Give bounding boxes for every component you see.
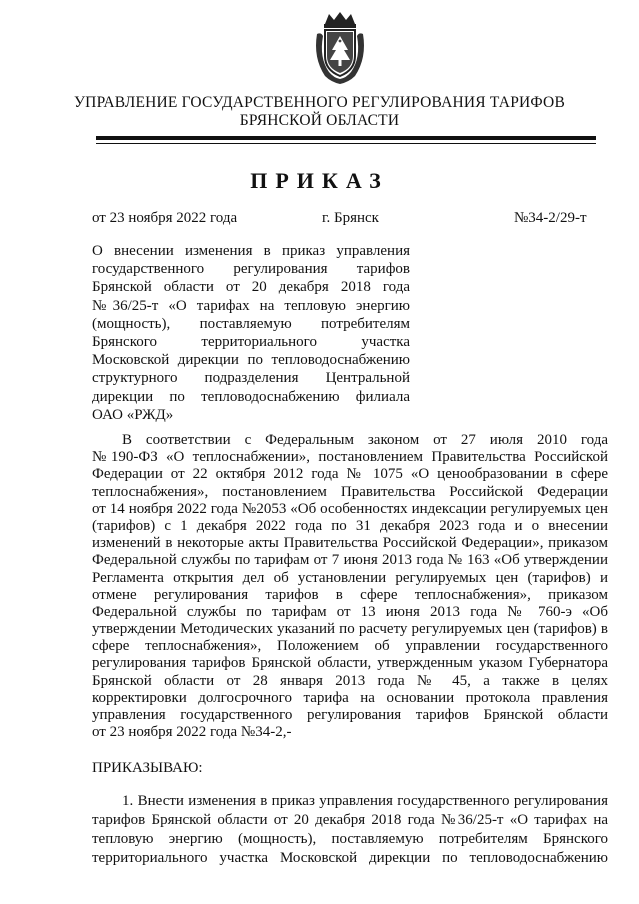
body-line: Федерации от 22 октября 2012 года № 1075 «О ценообразовании в сфере xyxy=(92,466,608,483)
body-line: Регламента открытия дел об установлении регулируемых цен (тарифов) и xyxy=(92,569,608,586)
body-line: №190-ФЗ «О теплоснабжении», постановлением Правительства Российской xyxy=(92,449,608,466)
body-line: от 14 ноября 2022 года №2053 «Об особенностях индексации регулируемых цен xyxy=(92,500,608,517)
subject-line: №36/25-т «О тарифах на тепловую энергию xyxy=(92,297,410,314)
subject-line: Брянского территориального участка xyxy=(92,333,410,350)
document-date: от 23 ноября 2022 года xyxy=(92,210,238,226)
body-line: (тарифов) с 1 декабря 2022 года по 31 декабря 2023 года и о внесении xyxy=(92,517,608,534)
header-rule-thin xyxy=(96,143,596,144)
order-point-1 xyxy=(92,792,608,868)
body-line: от 23 ноября 2022 года №34-2,- xyxy=(92,724,292,741)
subject-line: Московской дирекции по тепловодоснабжению xyxy=(92,352,410,369)
body-line: корректировки долгосрочного тарифа на основании протокола правления xyxy=(92,689,608,706)
document-city: г. Брянск xyxy=(322,210,379,226)
point-line: 1. Внести изменения в приказ управления государственного регулирования xyxy=(122,793,608,809)
subject-line: ОАО «РЖД» xyxy=(92,406,174,423)
subject-line: государственного регулирования тарифов xyxy=(92,261,410,278)
subject-line: (мощность), поставляемую потребителям xyxy=(92,315,410,332)
document-number: №34-2/29-т xyxy=(514,210,587,226)
body-line: регулирования тарифов Брянской области, утвержденным указом Губернатора xyxy=(92,655,608,672)
body-line: теплоснабжения», постановлением Правительства Российской Федерации xyxy=(92,483,608,500)
organization-name-line2: БРЯНСКОЙ ОБЛАСТИ xyxy=(239,112,400,129)
body-line: утверждении Методических указаний по расчету регулируемых цен (тарифов) в xyxy=(92,621,608,638)
body-line: В соответствии с Федеральным законом от 27 июля 2010 года xyxy=(122,432,608,448)
subject-line: структурного подразделения Центральной xyxy=(92,370,410,387)
point-line: тарифов Брянской области от 20 декабря 2018 года №36/25-т «О тарифах на xyxy=(92,812,608,828)
order-heading: ПРИКАЗЫВАЮ: xyxy=(92,760,203,776)
preamble-paragraph xyxy=(92,432,608,741)
bryansk-coat-of-arms-icon xyxy=(311,10,369,86)
point-line: тепловую энергию (мощность), поставляемую потребителям Брянского xyxy=(92,831,608,847)
body-line: Федеральной службы по тарифам от 7 июня 2013 года № 163 «Об утверждении xyxy=(92,552,608,569)
body-line: сфере теплоснабжения», Положением об управлении государственного xyxy=(92,638,608,655)
subject-line: дирекции по тепловодоснабжению филиала xyxy=(92,388,410,405)
body-line: отмене регулирования тарифов в сфере теплоснабжения», приказом xyxy=(92,586,608,603)
header-rule-thick xyxy=(96,136,596,140)
organization-name-line1: УПРАВЛЕНИЕ ГОСУДАРСТВЕННОГО РЕГУЛИРОВАНИЯ ТАРИФОВ xyxy=(74,94,565,111)
body-line: Федеральной службы по тарифам от 13 июня 2013 года № 760-э «Об xyxy=(92,603,608,620)
body-line: управления государственного регулирования тарифов Брянской области xyxy=(92,707,608,723)
body-line: изменений в некоторые акты Правительства Российской Федерации», приказом xyxy=(92,535,608,552)
subject-block xyxy=(92,242,410,424)
subject-line: О внесении изменения в приказ управления xyxy=(92,243,410,259)
subject-line: Брянской области от 20 декабря 2018 года xyxy=(92,279,410,296)
document-title: ПРИКАЗ xyxy=(250,168,389,193)
body-line: Брянской области от 28 января 2013 года № 45, а также в целях xyxy=(92,672,608,689)
point-line: территориального участка Московской дирекции по тепловодоснабжению xyxy=(92,850,608,866)
